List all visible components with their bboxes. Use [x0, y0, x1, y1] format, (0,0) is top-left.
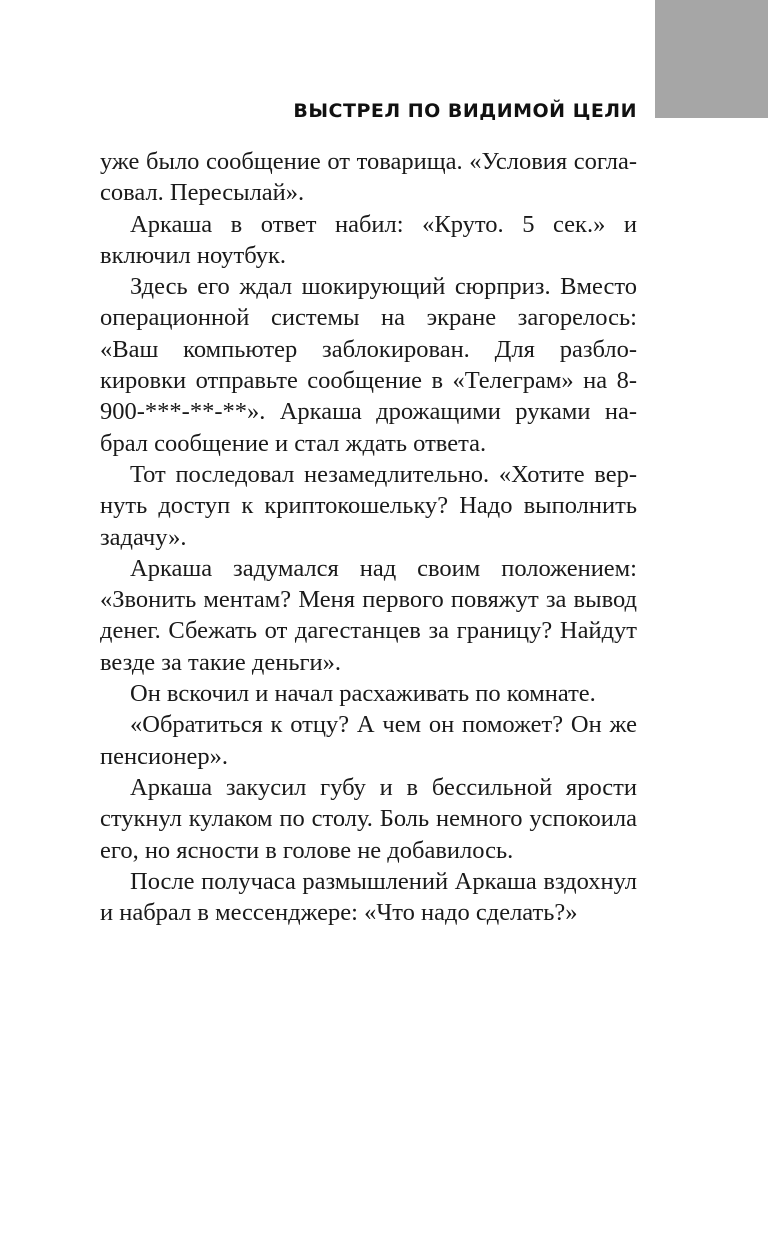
paragraph: Аркаша в ответ набил: «Круто. 5 сек.» и включил ноутбук. — [100, 210, 637, 269]
paragraph: После получаса размышлений Аркаша вздохнул и набрал в мессенджере: «Что надо сделать?» — [100, 867, 637, 927]
paragraph: уже было сообщение от товарища. «Условия согласовал. Пересылай». — [100, 148, 637, 207]
paragraph: Аркаша закусил губу и в бессильной ярости стукнул кулаком по столу. Боль немного успокоила его, но ясности в голове не добавилось. — [100, 773, 637, 864]
chapter-thumb-tab — [655, 0, 768, 118]
page-body-text — [100, 146, 637, 928]
running-head-title: ВЫСТРЕЛ ПО ВИДИМОЙ ЦЕЛИ — [293, 100, 637, 122]
paragraph: Он вскочил и начал расхаживать по комнате. — [130, 680, 596, 708]
paragraph: Здесь его ждал шокирующий сюрприз. Вместо операционной системы на экране загорелось: «Ваш компьютер заблокирован. Для разблокировки отправьте сообщение в «Телеграм» на 8-900-***-**-**». Аркаша дрожащими руками набрал сообщение и стал ждать ответа. — [100, 273, 637, 457]
paragraph: Аркаша задумался над своим положением: «Звонить ментам? Меня первого повяжут за вывод денег. Сбежать от дагестанцев за границу? Найдут везде за такие деньги». — [100, 554, 637, 676]
paragraph: Тот последовал незамедлительно. «Хотите вернуть доступ к криптокошельку? Надо выполнить задачу». — [100, 460, 637, 551]
paragraph: «Обратиться к отцу? А чем он поможет? Он же пенсионер». — [100, 711, 637, 770]
